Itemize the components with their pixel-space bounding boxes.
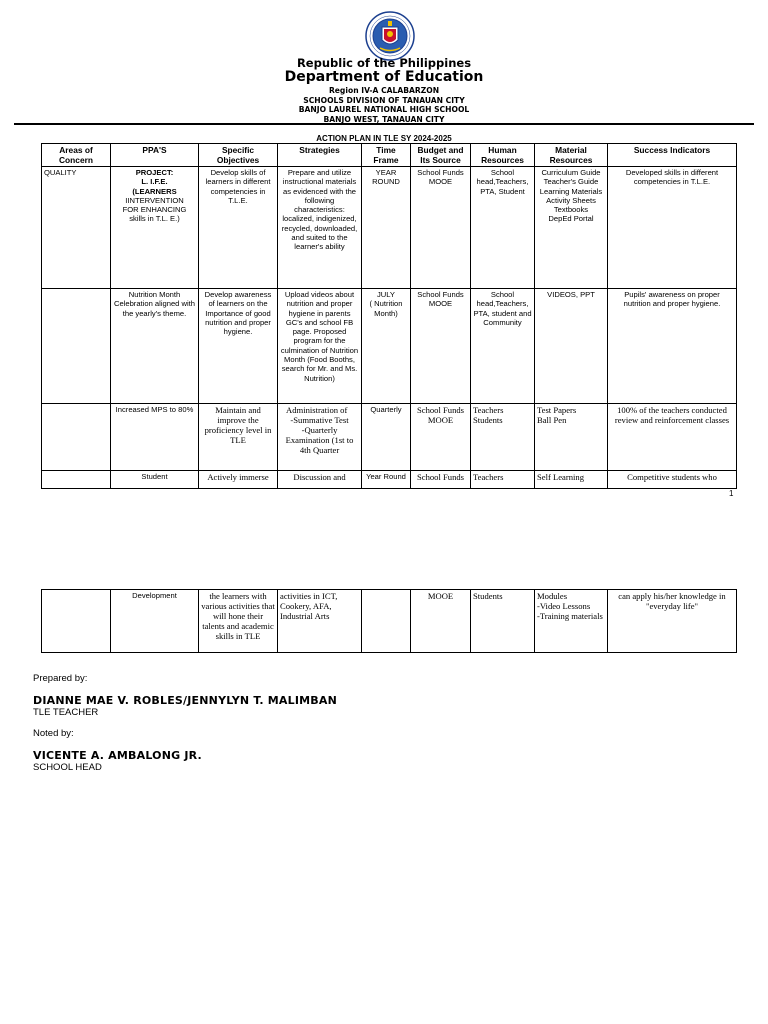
area-cell bbox=[42, 289, 111, 404]
strategy-cell: Discussion and bbox=[278, 471, 362, 489]
human-cell: Teachers Students bbox=[471, 404, 535, 471]
deped-seal-logo bbox=[365, 11, 415, 61]
column-header: Material Resources bbox=[535, 144, 608, 167]
materials-cell: Curriculum Guide Teacher's Guide Learning Materials Activity Sheets Textbooks DepEd Portal bbox=[535, 167, 608, 289]
table-row bbox=[42, 590, 737, 653]
column-header: PPA'S bbox=[111, 144, 199, 167]
column-header: Strategies bbox=[278, 144, 362, 167]
prepared-by-name: DIANNE MAE V. ROBLES/JENNYLYN T. MALIMBAN bbox=[33, 694, 338, 707]
prepared-by-role: TLE TEACHER bbox=[33, 707, 99, 718]
materials-cell: Modules -Video Lessons -Training materials bbox=[535, 590, 608, 653]
human-cell: Teachers bbox=[471, 471, 535, 489]
time-cell: Year Round bbox=[362, 471, 411, 489]
objective-cell: Develop awareness of learners on the Importance of good nutrition and proper hygiene. bbox=[199, 289, 278, 404]
column-header: Specific Objectives bbox=[199, 144, 278, 167]
table-row bbox=[42, 471, 737, 489]
ppa-cell: Development bbox=[111, 590, 199, 653]
time-cell bbox=[362, 590, 411, 653]
indicator-cell: 100% of the teachers conducted review and reinforcement classes bbox=[608, 404, 737, 471]
noted-by-label: Noted by: bbox=[33, 728, 74, 739]
prepared-by-label: Prepared by: bbox=[33, 673, 88, 684]
materials-cell: VIDEOS, PPT bbox=[535, 289, 608, 404]
time-cell: JULY ( Nutrition Month) bbox=[362, 289, 411, 404]
human-cell: Students bbox=[471, 590, 535, 653]
budget-cell: MOOE bbox=[411, 590, 471, 653]
budget-cell: School Funds MOOE bbox=[411, 167, 471, 289]
materials-cell: Test Papers Ball Pen bbox=[535, 404, 608, 471]
objective-cell: Maintain and improve the proficiency level in TLE bbox=[199, 404, 278, 471]
department-heading: Department of Education bbox=[284, 69, 484, 85]
time-cell: Quarterly bbox=[362, 404, 411, 471]
action-plan-table-continued bbox=[41, 589, 737, 653]
materials-cell: Self Learning bbox=[535, 471, 608, 489]
budget-cell: School Funds bbox=[411, 471, 471, 489]
school-line: BANJO LAUREL NATIONAL HIGH SCHOOL bbox=[298, 105, 470, 114]
indicator-cell: Competitive students who bbox=[608, 471, 737, 489]
address-line: BANJO WEST, TANAUAN CITY bbox=[323, 115, 445, 124]
ppa-cell: Increased MPS to 80% bbox=[111, 404, 199, 471]
time-cell: YEAR ROUND bbox=[362, 167, 411, 289]
human-cell: School head,Teachers, PTA, student and Community bbox=[471, 289, 535, 404]
column-header: Time Frame bbox=[362, 144, 411, 167]
objective-cell: Actively immerse bbox=[199, 471, 278, 489]
area-cell bbox=[42, 404, 111, 471]
budget-cell: School Funds MOOE bbox=[411, 404, 471, 471]
column-header: Areas of Concern bbox=[42, 144, 111, 167]
noted-by-name: VICENTE A. AMBALONG JR. bbox=[33, 749, 202, 762]
table-row bbox=[42, 289, 737, 404]
objective-cell: the learners with various activities that will hone their talents and academic skills in TLE bbox=[199, 590, 278, 653]
division-line: SCHOOLS DIVISION OF TANAUAN CITY bbox=[303, 96, 465, 105]
ppa-cell: Student bbox=[111, 471, 199, 489]
column-header: Human Resources bbox=[471, 144, 535, 167]
column-header: Budget and Its Source bbox=[411, 144, 471, 167]
header-divider bbox=[14, 123, 754, 125]
area-cell bbox=[42, 590, 111, 653]
strategy-cell: Prepare and utilize instructional materials as evidenced with the following characteristics: localized, indigenized, recycled, downloaded, and suited to the learner's ability bbox=[278, 167, 362, 289]
region-line: Region IV-A CALABARZON bbox=[328, 86, 440, 95]
column-header: Success Indicators bbox=[608, 144, 737, 167]
strategy-cell: Upload videos about nutrition and proper hygiene in parents GC's and school FB page. Proposed program for the culmination of Nutrition Month (Food Booths, search for Mr. and Ms. Nutrition) bbox=[278, 289, 362, 404]
ppa-cell: Nutrition Month Celebration aligned with the yearly's theme. bbox=[111, 289, 199, 404]
objective-cell: Develop skills of learners in different competencies in T.L.E. bbox=[199, 167, 278, 289]
table-row bbox=[42, 404, 737, 471]
ppa-cell: PROJECT: L. I.F.E. (LEARNERS IINTERVENTION FOR ENHANCING skills in T.L. E.) bbox=[111, 167, 199, 289]
indicator-cell: Pupils' awareness on proper nutrition and proper hygiene. bbox=[608, 289, 737, 404]
plan-title: ACTION PLAN IN TLE SY 2024-2025 bbox=[316, 134, 452, 143]
indicator-cell: Developed skills in different competencies in T.L.E. bbox=[608, 167, 737, 289]
table-header-row bbox=[42, 144, 737, 167]
area-cell bbox=[42, 471, 111, 489]
area-cell: QUALITY bbox=[42, 167, 111, 289]
republic-heading: Republic of the Philippines bbox=[296, 56, 472, 70]
page-number: 1 bbox=[729, 489, 734, 498]
human-cell: School head,Teachers, PTA, Student bbox=[471, 167, 535, 289]
action-plan-table bbox=[41, 143, 737, 489]
strategy-cell: Administration of -Summative Test -Quarterly Examination (1st to 4th Quarter bbox=[278, 404, 362, 471]
strategy-cell: activities in ICT, Cookery, AFA, Industrial Arts bbox=[278, 590, 362, 653]
budget-cell: School Funds MOOE bbox=[411, 289, 471, 404]
indicator-cell: can apply his/her knowledge in "everyday life" bbox=[608, 590, 737, 653]
noted-by-role: SCHOOL HEAD bbox=[33, 762, 102, 773]
table-row bbox=[42, 167, 737, 289]
